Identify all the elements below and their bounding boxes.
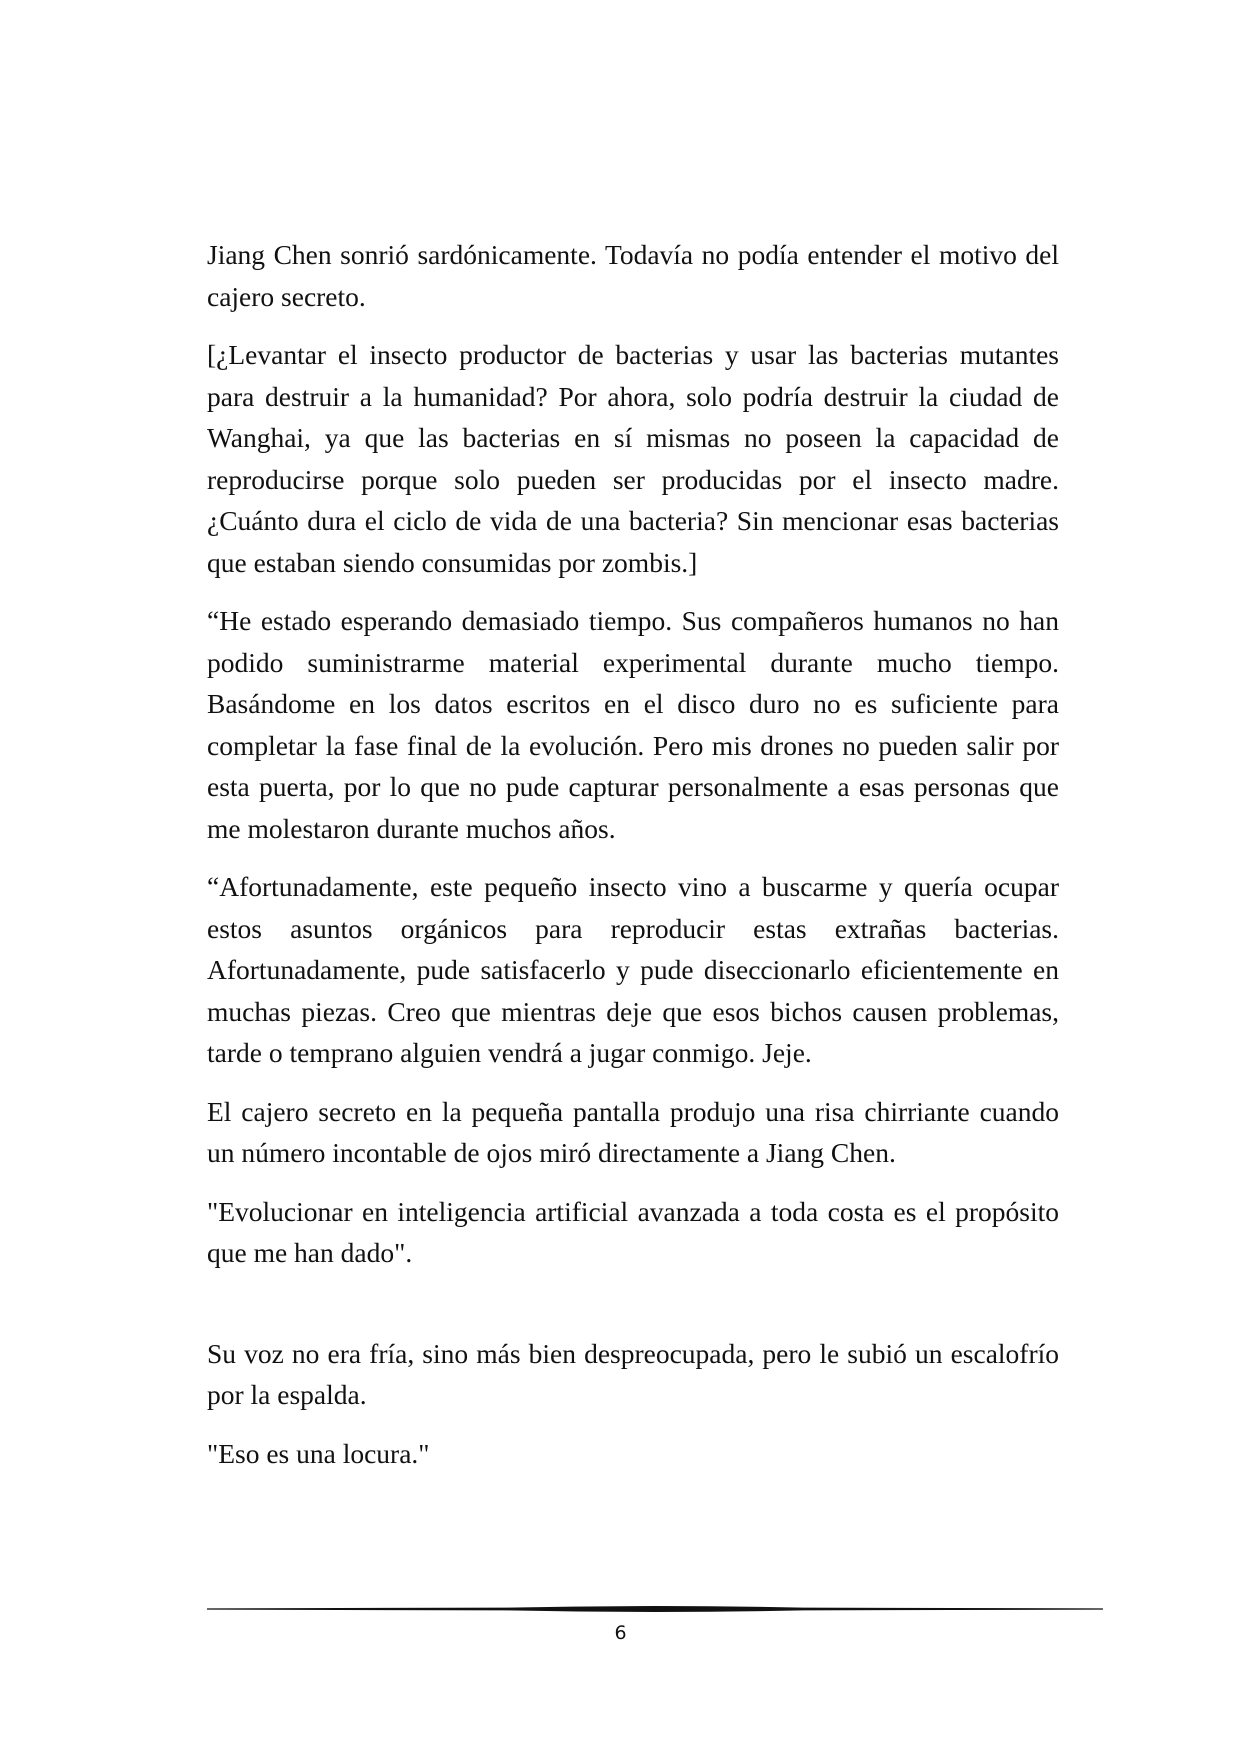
paragraph-8: "Eso es una locura."	[207, 1437, 430, 1469]
document-body	[207, 234, 1059, 1491]
footer-divider	[207, 1603, 1103, 1615]
paragraph-6: "Evolucionar en inteligencia artificial avanzada a toda costa es el propósito que me han dado".	[207, 1195, 1059, 1268]
paragraph-2: [¿Levantar el insecto productor de bacterias y usar las bacterias mutantes para destruir a la humanidad? Por ahora, solo podría destruir la ciudad de Wanghai, ya que las bacterias en sí mismas no poseen la capacidad de reproducirse porque solo pueden ser producidas por el insecto madre. ¿Cuánto dura el ciclo de vida de una bacteria? Sin mencionar esas bacterias que estaban siendo consumidas por zombis.]	[207, 339, 1059, 578]
paragraph-1: Jiang Chen sonrió sardónicamente. Todavía no podía entender el motivo del cajero secreto.	[207, 239, 1059, 312]
paragraph-3: “He estado esperando demasiado tiempo. Sus compañeros humanos no han podido suministrarme material experimental durante mucho tiempo. Basándome en los datos escritos en el disco duro no es suficiente para completar la fase final de la evolución. Pero mis drones no pueden salir por esta puerta, por lo que no pude capturar personalmente a esas personas que me molestaron durante muchos años.	[207, 605, 1059, 844]
paragraph-7: Su voz no era fría, sino más bien despreocupada, pero le subió un escalofrío por la espalda.	[207, 1337, 1059, 1410]
paragraph-5: El cajero secreto en la pequeña pantalla produjo una risa chirriante cuando un número incontable de ojos miró directamente a Jiang Chen.	[207, 1095, 1059, 1168]
paragraph-4: “Afortunadamente, este pequeño insecto vino a buscarme y quería ocupar estos asuntos orgánicos para reproducir estas extrañas bacterias. Afortunadamente, pude satisfacerlo y pude diseccionarlo eficientemente en muchas piezas. Creo que mientras deje que esos bichos causen problemas, tarde o temprano alguien vendrá a jugar conmigo. Jeje.	[207, 871, 1059, 1068]
page-number: 6	[614, 1622, 627, 1644]
